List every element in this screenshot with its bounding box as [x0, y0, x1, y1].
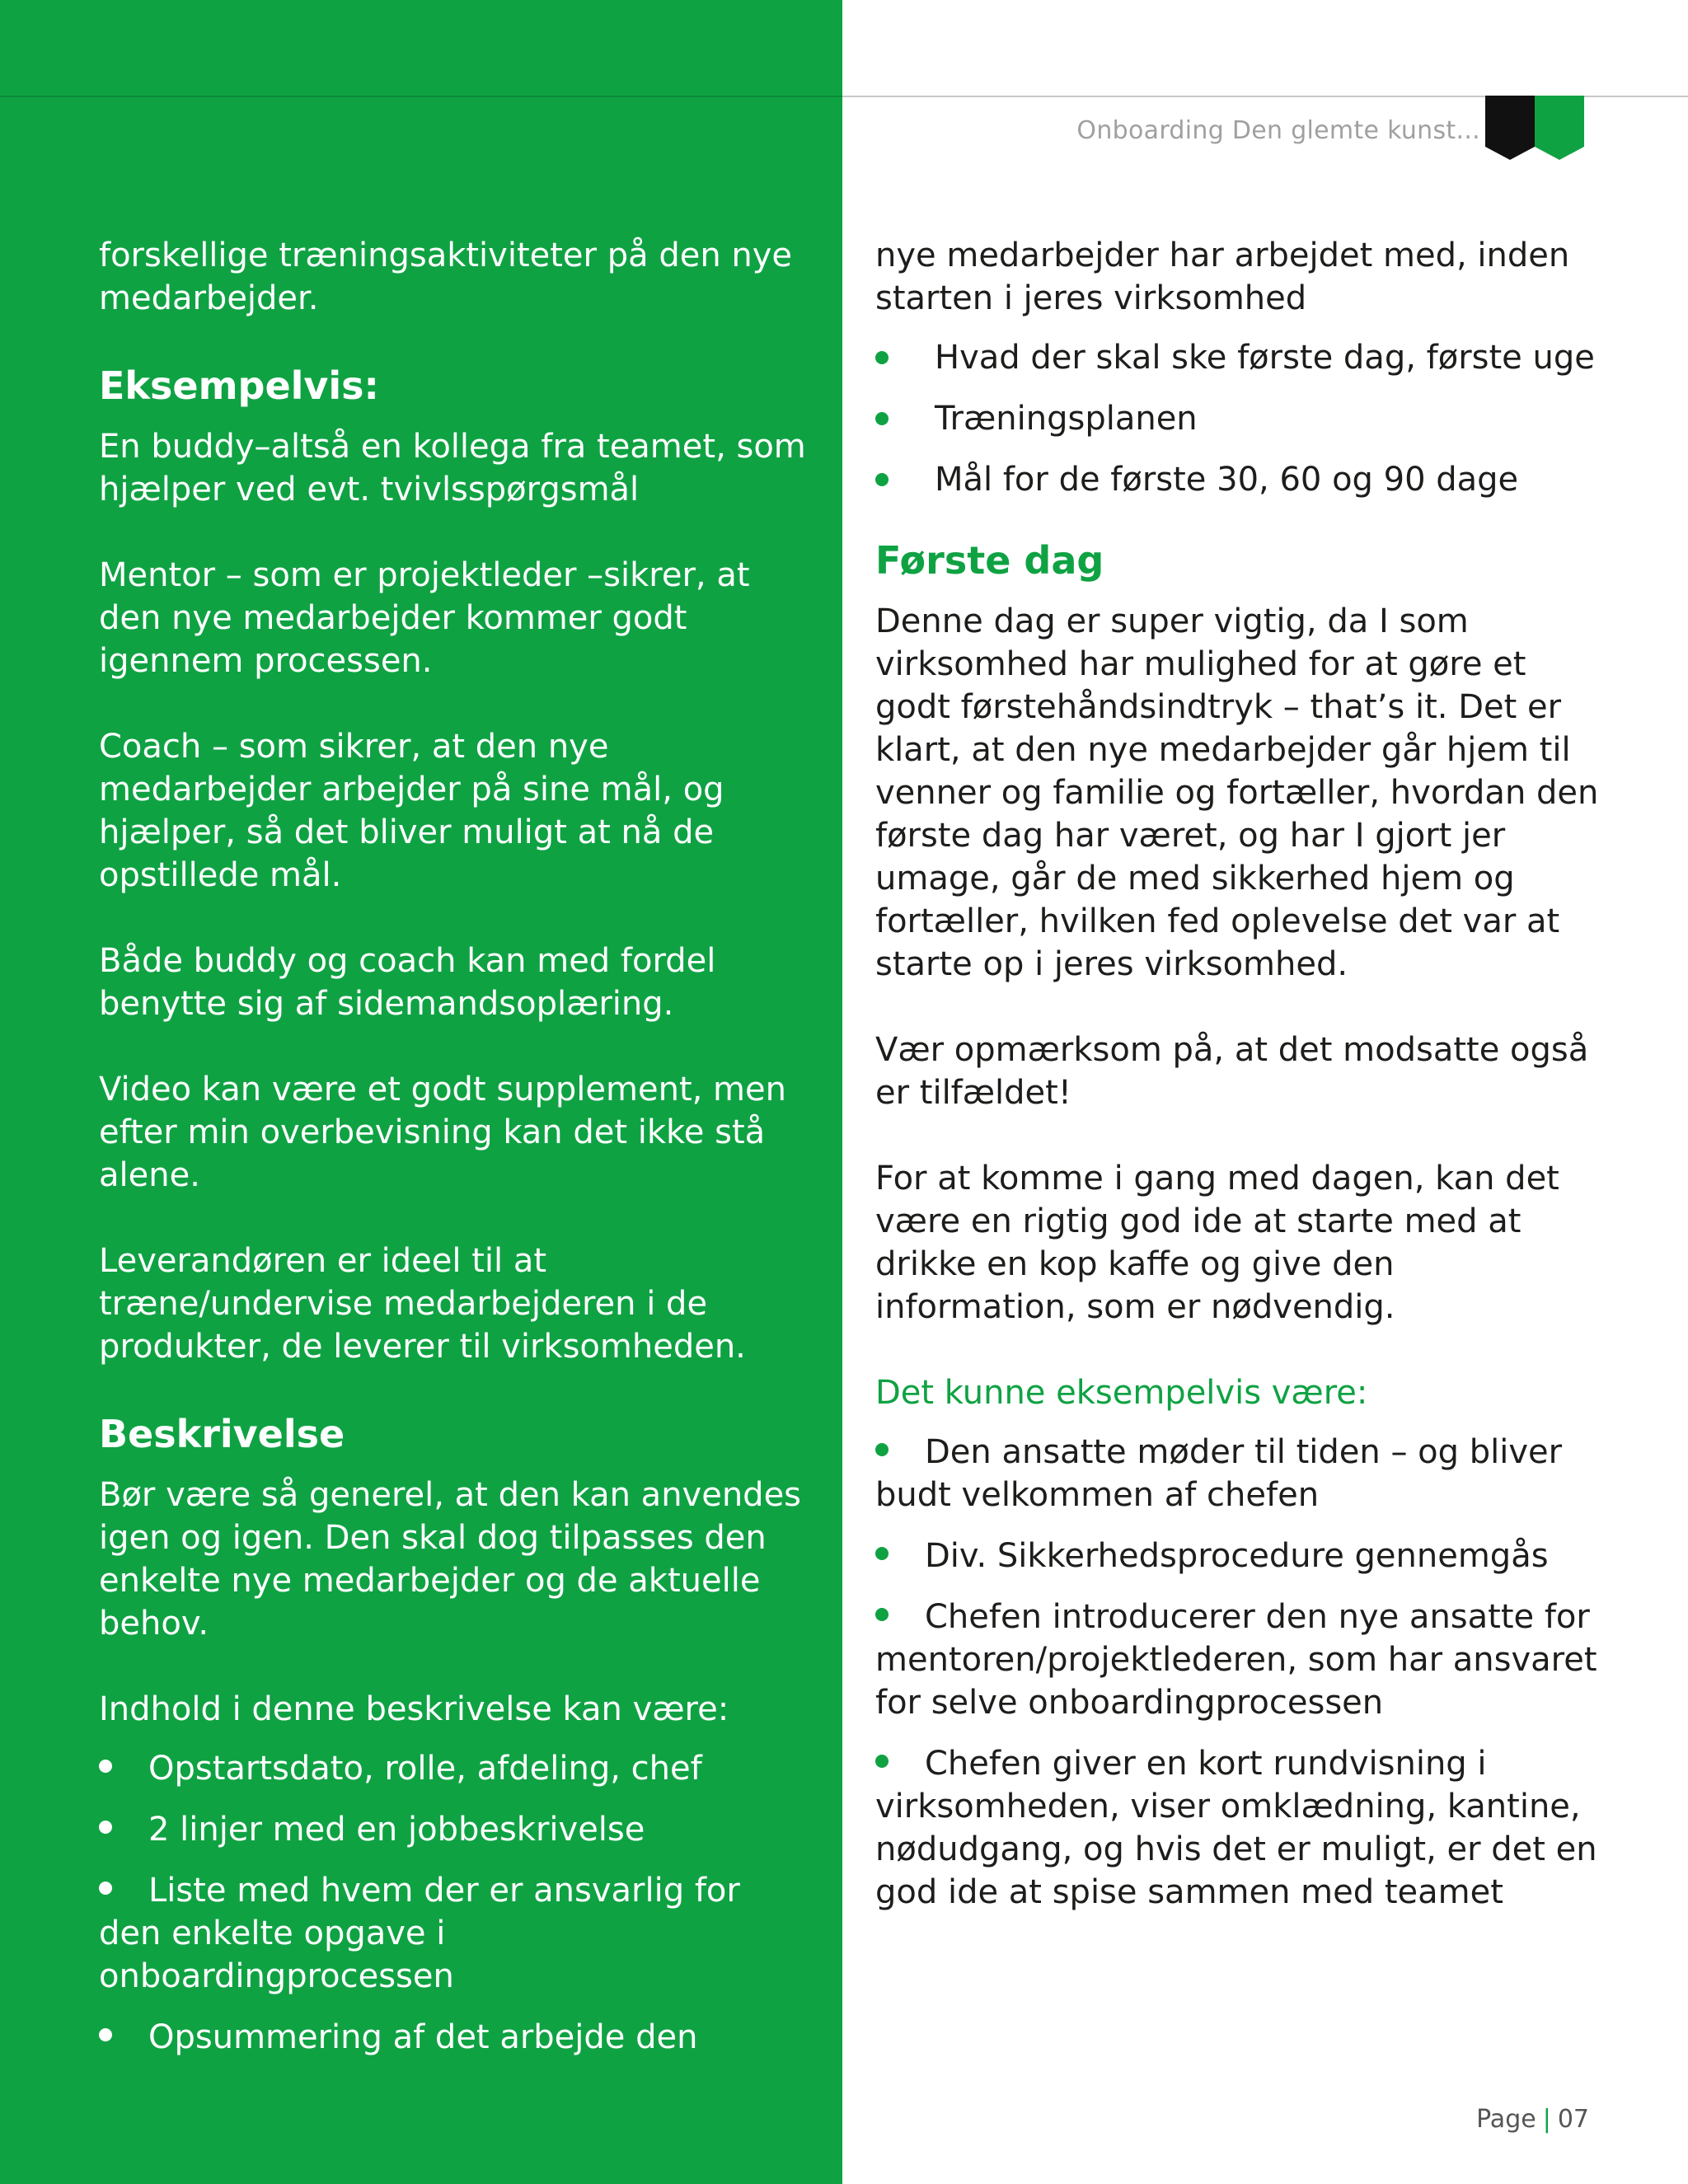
list-item-text: 2 linjer med en jobbeskrivelse — [148, 1811, 645, 1849]
heading-foerste-dag: Første dag — [875, 538, 1104, 583]
page-label: Page — [1476, 2105, 1536, 2134]
paragraph-first-day: Denne dag er super vigtig, da I som virksomhed har mulighed for at gøre et godt førstehåndsindtryk – that’s it. Det er klart, at den nye medarbejder går hjem til venner og familie og fortæller, hvordan den første dag har været, og har I gjort jer umage, går de med sikkerhed hjem og fortæller, hvilken fed oplevelse det var at starte op i jeres virksomhed. — [875, 602, 1599, 983]
list-item — [99, 2016, 808, 2059]
bullet-icon — [875, 412, 889, 425]
paragraph-buddy-coach: Både buddy og coach kan med fordel benytte sig af sidemandsoplæring. — [99, 942, 716, 1023]
list-item-text: Div. Sikkerhedsprocedure gennemgås — [925, 1537, 1549, 1575]
running-header: Onboarding Den glemte kunst... — [1076, 116, 1480, 145]
green-flag-icon — [1535, 96, 1584, 160]
subheading-example: Det kunne eksempelvis være: — [875, 1374, 1368, 1412]
list-item-text: Chefen introducerer den nye ansatte for mentoren/projektlederen, som har ansvaret for selve onboardingprocessen — [875, 1598, 1597, 1722]
list-item — [875, 1596, 1601, 1724]
paragraph-aware: Vær opmærksom på, at det modsatte også er tilfældet! — [875, 1031, 1589, 1112]
first-day-bullet-list — [875, 1431, 1601, 1914]
bullet-icon — [875, 1443, 889, 1456]
list-item — [99, 1869, 808, 1998]
list-item — [875, 336, 1601, 379]
paragraph-video: Video kan være et godt supplement, men efter min overbevisning kan det ikke stå alene. — [99, 1071, 786, 1194]
list-item — [875, 1535, 1601, 1577]
paragraph-supplier: Leverandøren er ideel til at træne/undervise medarbejderen i de produkter, de leverer til virksomheden. — [99, 1242, 746, 1366]
left-top-rule — [0, 96, 842, 97]
page-number-value: 07 — [1557, 2105, 1589, 2134]
bullet-icon — [99, 1821, 112, 1834]
page-number — [1476, 2105, 1589, 2134]
bullet-icon — [875, 1755, 889, 1768]
list-item — [99, 1747, 808, 1790]
list-item — [875, 1431, 1601, 1516]
list-item-text: Liste med hvem der er ansvarlig for den enkelte opgave i onboardingprocessen — [99, 1872, 740, 1995]
left-column-text — [99, 234, 808, 2095]
bullet-icon — [875, 351, 889, 364]
bullet-icon — [99, 1882, 112, 1895]
list-item — [875, 397, 1601, 440]
heading-beskrivelse: Beskrivelse — [99, 1412, 345, 1456]
bullet-icon — [875, 1547, 889, 1560]
list-item-text: Hvad der skal ske første dag, første uge — [935, 339, 1595, 377]
bullet-icon — [99, 2028, 112, 2041]
paragraph-content-intro: Indhold i denne beskrivelse kan være: — [99, 1690, 729, 1728]
right-column-text — [875, 234, 1601, 1950]
list-item-text: Mål for de første 30, 60 og 90 dage — [935, 461, 1519, 499]
plan-bullet-list — [875, 336, 1601, 501]
list-item — [99, 1808, 808, 1851]
paragraph-start: For at komme i gang med dagen, kan det være en rigtig god ide at starte med at drikke en kop kaffe og give den information, som er nødvendig. — [875, 1160, 1559, 1326]
description-bullet-list — [99, 1747, 808, 2059]
list-item-text: Opstartsdato, rolle, afdeling, chef — [148, 1750, 702, 1788]
bullet-icon — [875, 1608, 889, 1621]
paragraph-buddy: En buddy–altså en kollega fra teamet, som hjælper ved evt. tvivlsspørgsmål — [99, 428, 806, 509]
paragraph-mentor: Mentor – som er projektleder –sikrer, at den nye medarbejder kommer godt igennem processen. — [99, 556, 750, 680]
bullet-icon — [99, 1760, 112, 1773]
list-item — [875, 1742, 1601, 1914]
list-item-text: Træningsplanen — [935, 400, 1198, 438]
paragraph-continued: nye medarbejder har arbejdet med, inden starten i jeres virksomhed — [875, 237, 1570, 317]
paragraph-training: forskellige træningsaktiviteter på den nye medarbejder. — [99, 237, 793, 317]
list-item-text: Chefen giver en kort rundvisning i virksomheden, viser omklædning, kantine, nødudgang, og hvis det er muligt, er det en god ide at spise sammen med teamet — [875, 1745, 1597, 1911]
list-item-text: Den ansatte møder til tiden – og bliver budt velkommen af chefen — [875, 1433, 1563, 1514]
black-flag-icon — [1485, 96, 1535, 160]
list-item-text: Opsummering af det arbejde den — [148, 2018, 698, 2056]
bullet-icon — [875, 473, 889, 486]
paragraph-coach: Coach – som sikrer, at den nye medarbejder arbejder på sine mål, og hjælper, så det bliver muligt at nå de opstillede mål. — [99, 728, 724, 894]
page-separator: | — [1542, 2105, 1551, 2134]
paragraph-description: Bør være så generel, at den kan anvendes igen og igen. Den skal dog tilpasses den enkelte nye medarbejder og de aktuelle behov. — [99, 1476, 802, 1643]
list-item — [875, 458, 1601, 501]
heading-eksempelvis: Eksempelvis: — [99, 363, 379, 408]
